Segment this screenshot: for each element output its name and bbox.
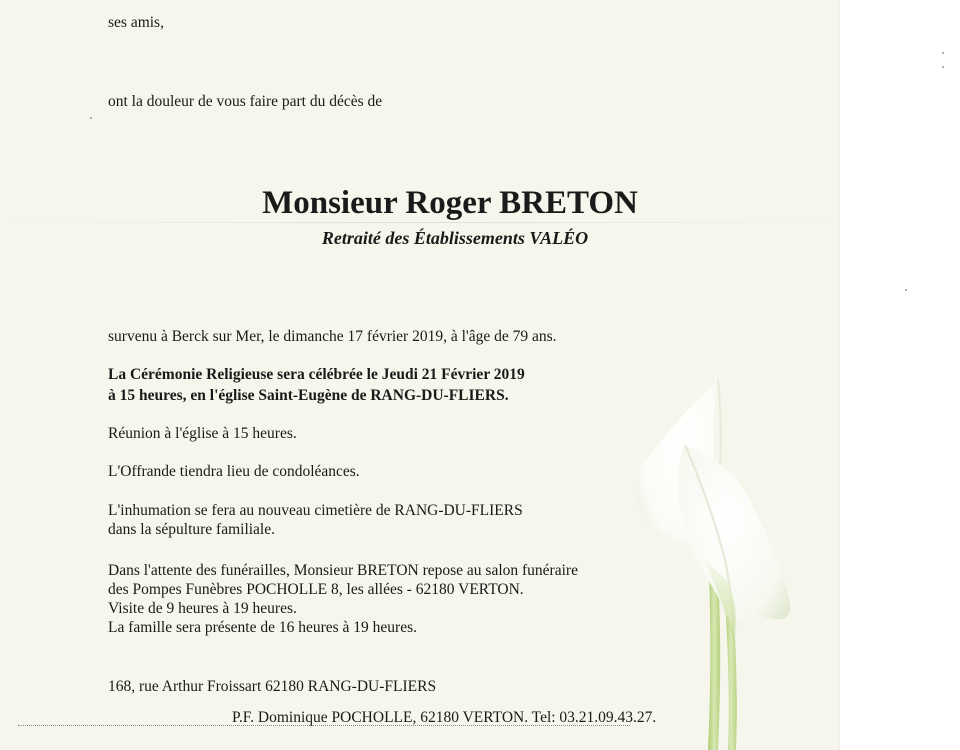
- friends-line: ses amis,: [108, 14, 164, 31]
- speck-mark: [942, 66, 944, 68]
- funeral-home-contact: P.F. Dominique POCHOLLE, 62180 VERTON. Tel: 03.21.09.43.27.: [232, 709, 657, 726]
- announce-line: ont la douleur de vous faire part du décès de: [108, 93, 383, 110]
- burial-line-1: L'inhumation se fera au nouveau cimetière de RANG-DU-FLIERS: [108, 502, 523, 519]
- rest-line-1: Dans l'attente des funérailles, Monsieur BRETON repose au salon funéraire: [108, 562, 578, 579]
- speck-mark: [942, 52, 944, 54]
- family-address: 168, rue Arthur Froissart 62180 RANG-DU-FLIERS: [108, 678, 437, 695]
- ceremony-line-2: à 15 heures, en l'église Saint-Eugène de RANG-DU-FLIERS.: [108, 387, 509, 404]
- speck-mark: [905, 289, 907, 291]
- family-presence: La famille sera présente de 16 heures à 19 heures.: [108, 619, 418, 636]
- deceased-title: Retraité des Établissements VALÉO: [321, 228, 589, 248]
- calla-lily-icon: [600, 360, 830, 750]
- card-edge: [838, 0, 840, 750]
- ceremony-line-1: La Cérémonie Religieuse sera célébrée le Jeudi 21 Février 2019: [108, 366, 525, 383]
- deceased-name: Monsieur Roger BRETON: [262, 185, 638, 221]
- offering-line: L'Offrande tiendra lieu de condoléances.: [108, 463, 360, 480]
- visit-hours: Visite de 9 heures à 19 heures.: [108, 600, 297, 617]
- rest-line-2: des Pompes Funèbres POCHOLLE 8, les allées - 62180 VERTON.: [108, 581, 524, 598]
- meeting-line: Réunion à l'église à 15 heures.: [108, 425, 297, 442]
- burial-line-2: dans la sépulture familiale.: [108, 521, 275, 538]
- speck-mark: [90, 117, 92, 119]
- death-info: survenu à Berck sur Mer, le dimanche 17 février 2019, à l'âge de 79 ans.: [108, 328, 557, 345]
